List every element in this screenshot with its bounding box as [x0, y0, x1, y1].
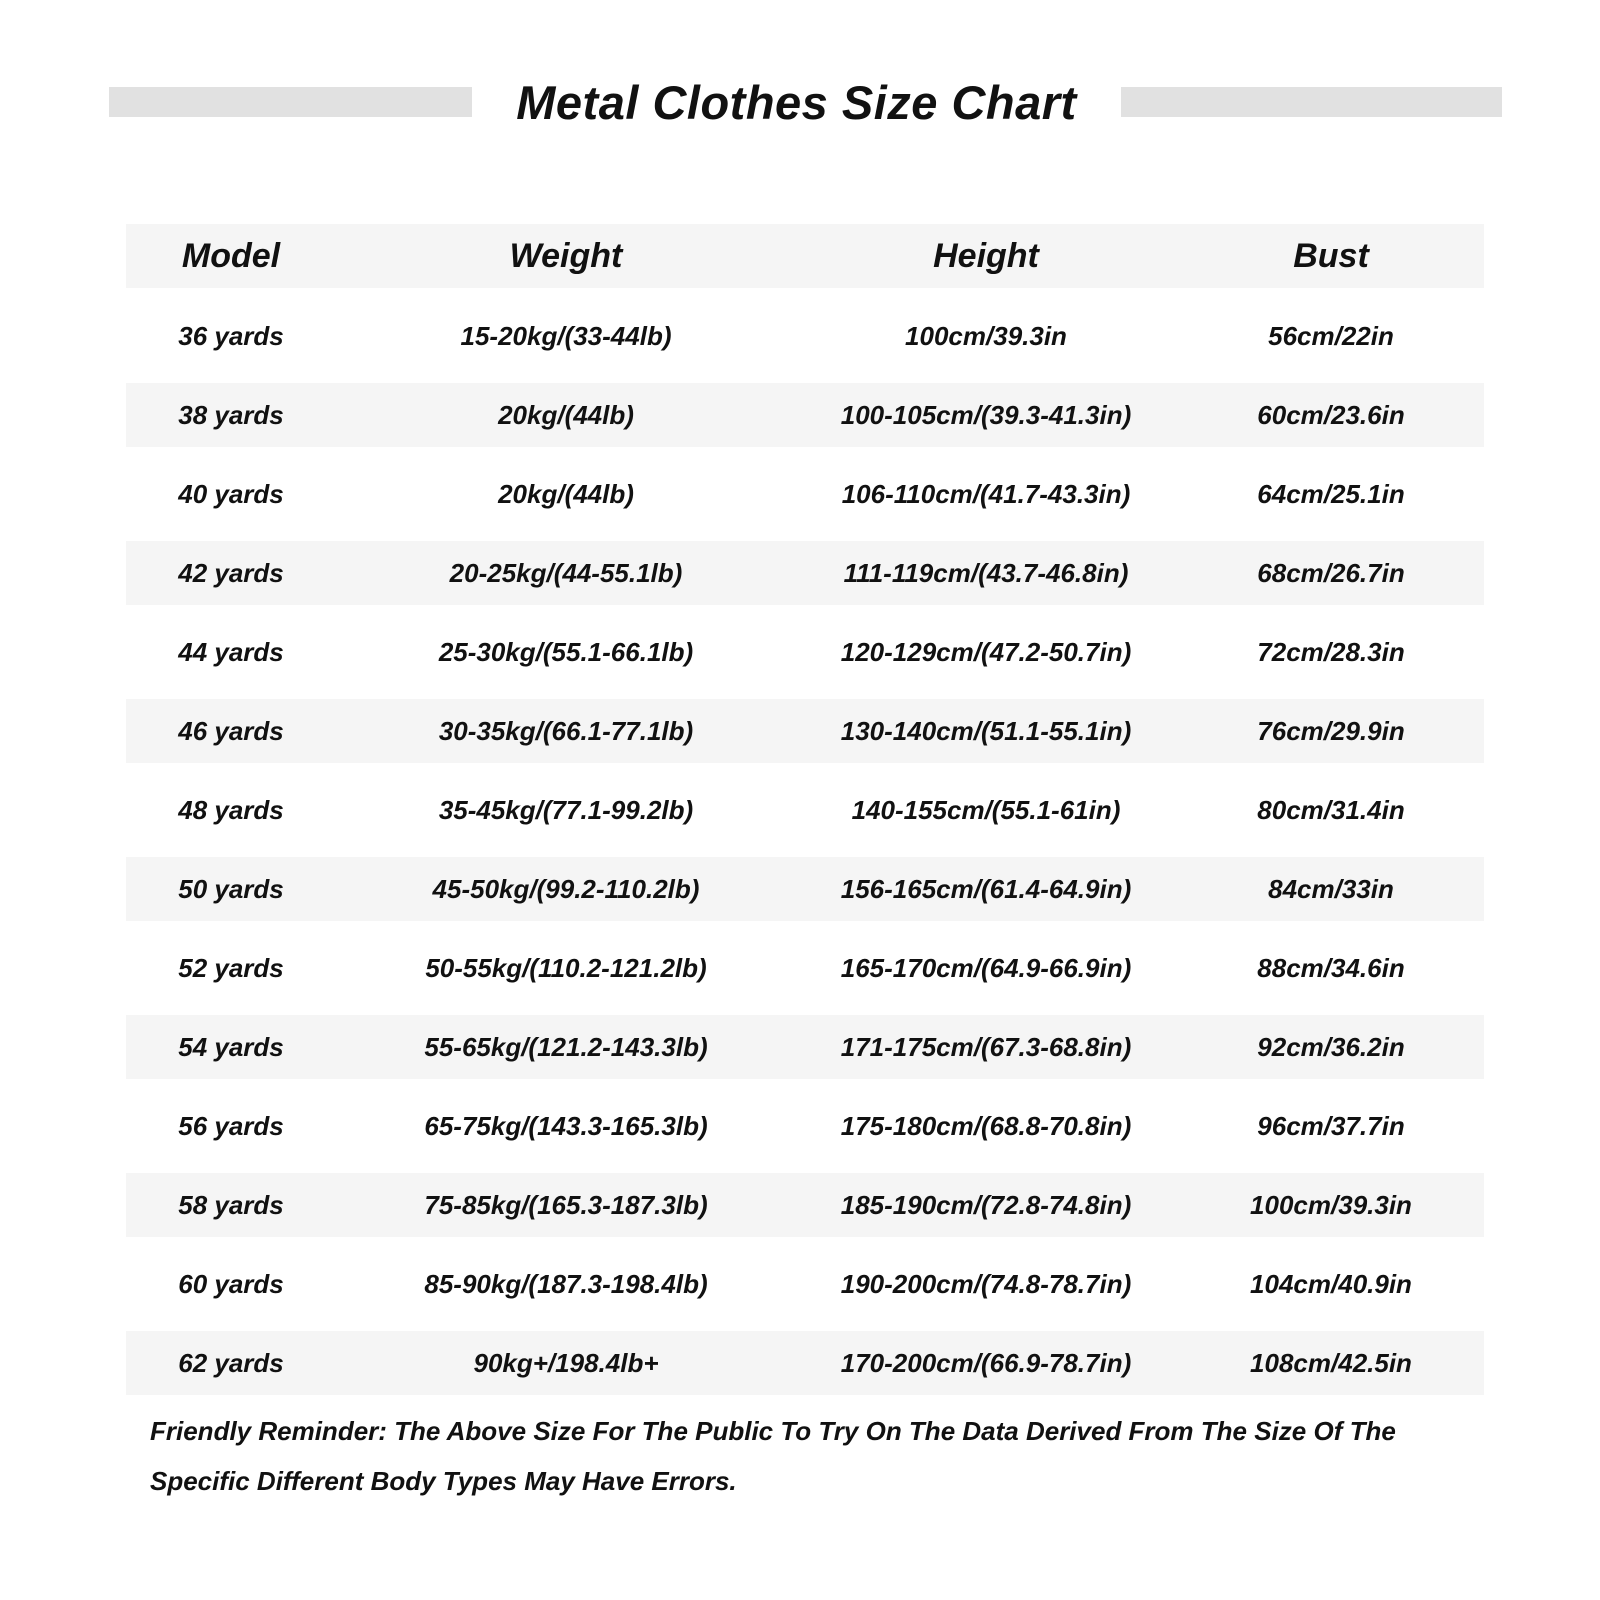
table-row: [126, 699, 1484, 763]
column-header-bust: Bust: [1293, 236, 1369, 275]
cell-weight: 20kg/(44lb): [498, 478, 634, 509]
cell-model: 46 yards: [178, 715, 284, 746]
table-row: [126, 1252, 1484, 1316]
column-header-height: Height: [933, 236, 1039, 275]
table-row: [126, 541, 1484, 605]
table-row: [126, 778, 1484, 842]
table-row: [126, 462, 1484, 526]
cell-bust: 80cm/31.4in: [1257, 794, 1405, 825]
cell-bust: 84cm/33in: [1268, 873, 1394, 904]
cell-bust: 56cm/22in: [1268, 320, 1394, 351]
cell-weight: 25-30kg/(55.1-66.1lb): [438, 636, 694, 667]
cell-weight: 15-20kg/(33-44lb): [460, 320, 672, 351]
table-row: [126, 1015, 1484, 1079]
cell-bust: 68cm/26.7in: [1257, 557, 1405, 588]
cell-bust: 104cm/40.9in: [1250, 1268, 1412, 1299]
cell-weight: 45-50kg/(99.2-110.2lb): [432, 873, 700, 904]
table-row: [126, 857, 1484, 921]
cell-height: 100-105cm/(39.3-41.3in): [840, 399, 1132, 430]
cell-height: 171-175cm/(67.3-68.8in): [840, 1031, 1132, 1062]
cell-height: 175-180cm/(68.8-70.8in): [840, 1110, 1132, 1141]
table-row: [126, 620, 1484, 684]
cell-model: 52 yards: [178, 952, 284, 983]
column-header-weight: Weight: [509, 236, 623, 275]
cell-model: 58 yards: [178, 1189, 284, 1220]
title-decor-bar-left: [109, 87, 472, 117]
table-header: [126, 224, 1484, 288]
table-row: [126, 1094, 1484, 1158]
cell-height: 106-110cm/(41.7-43.3in): [841, 478, 1131, 509]
cell-weight: 75-85kg/(165.3-187.3lb): [424, 1189, 708, 1220]
cell-weight: 20kg/(44lb): [498, 399, 634, 430]
cell-weight: 85-90kg/(187.3-198.4lb): [424, 1268, 708, 1299]
cell-height: 130-140cm/(51.1-55.1in): [840, 715, 1132, 746]
table-row: [126, 1331, 1484, 1395]
cell-weight: 90kg+/198.4lb+: [473, 1347, 659, 1378]
cell-height: 120-129cm/(47.2-50.7in): [840, 636, 1132, 667]
cell-model: 36 yards: [178, 320, 284, 351]
cell-height: 165-170cm/(64.9-66.9in): [840, 952, 1132, 983]
cell-bust: 64cm/25.1in: [1257, 478, 1405, 509]
table-row: [126, 383, 1484, 447]
cell-model: 40 yards: [178, 478, 284, 509]
cell-bust: 60cm/23.6in: [1257, 399, 1405, 430]
cell-height: 185-190cm/(72.8-74.8in): [840, 1189, 1132, 1220]
cell-bust: 76cm/29.9in: [1257, 715, 1405, 746]
cell-model: 62 yards: [178, 1347, 284, 1378]
cell-model: 42 yards: [178, 557, 284, 588]
cell-height: 156-165cm/(61.4-64.9in): [840, 873, 1132, 904]
cell-height: 111-119cm/(43.7-46.8in): [843, 557, 1129, 588]
cell-bust: 72cm/28.3in: [1257, 636, 1405, 667]
table-row: [126, 936, 1484, 1000]
cell-bust: 96cm/37.7in: [1257, 1110, 1405, 1141]
cell-bust: 108cm/42.5in: [1250, 1347, 1412, 1378]
friendly-reminder: Friendly Reminder: The Above Size For The Public To Try On The Data Derived From The Size Of The Specific Different Body Types May Have Errors.: [150, 1416, 1396, 1496]
cell-model: 48 yards: [178, 794, 284, 825]
cell-weight: 35-45kg/(77.1-99.2lb): [438, 794, 694, 825]
cell-weight: 65-75kg/(143.3-165.3lb): [424, 1110, 708, 1141]
cell-weight: 20-25kg/(44-55.1lb): [449, 557, 683, 588]
cell-model: 60 yards: [178, 1268, 284, 1299]
table-row: [126, 1173, 1484, 1237]
cell-model: 44 yards: [178, 636, 284, 667]
cell-weight: 30-35kg/(66.1-77.1lb): [438, 715, 694, 746]
cell-bust: 88cm/34.6in: [1257, 952, 1405, 983]
cell-model: 38 yards: [178, 399, 284, 430]
cell-height: 140-155cm/(55.1-61in): [851, 794, 1121, 825]
cell-model: 54 yards: [178, 1031, 284, 1062]
cell-weight: 50-55kg/(110.2-121.2lb): [425, 952, 707, 983]
cell-height: 190-200cm/(74.8-78.7in): [840, 1268, 1132, 1299]
cell-weight: 55-65kg/(121.2-143.3lb): [424, 1031, 708, 1062]
page-title: Metal Clothes Size Chart: [516, 76, 1077, 129]
cell-height: 170-200cm/(66.9-78.7in): [840, 1347, 1132, 1378]
cell-bust: 92cm/36.2in: [1257, 1031, 1405, 1062]
cell-height: 100cm/39.3in: [905, 320, 1067, 351]
cell-model: 50 yards: [178, 873, 284, 904]
cell-model: 56 yards: [178, 1110, 284, 1141]
title-decor-bar-right: [1121, 87, 1502, 117]
cell-bust: 100cm/39.3in: [1250, 1189, 1412, 1220]
table-row: [126, 304, 1484, 368]
column-header-model: Model: [181, 236, 281, 275]
